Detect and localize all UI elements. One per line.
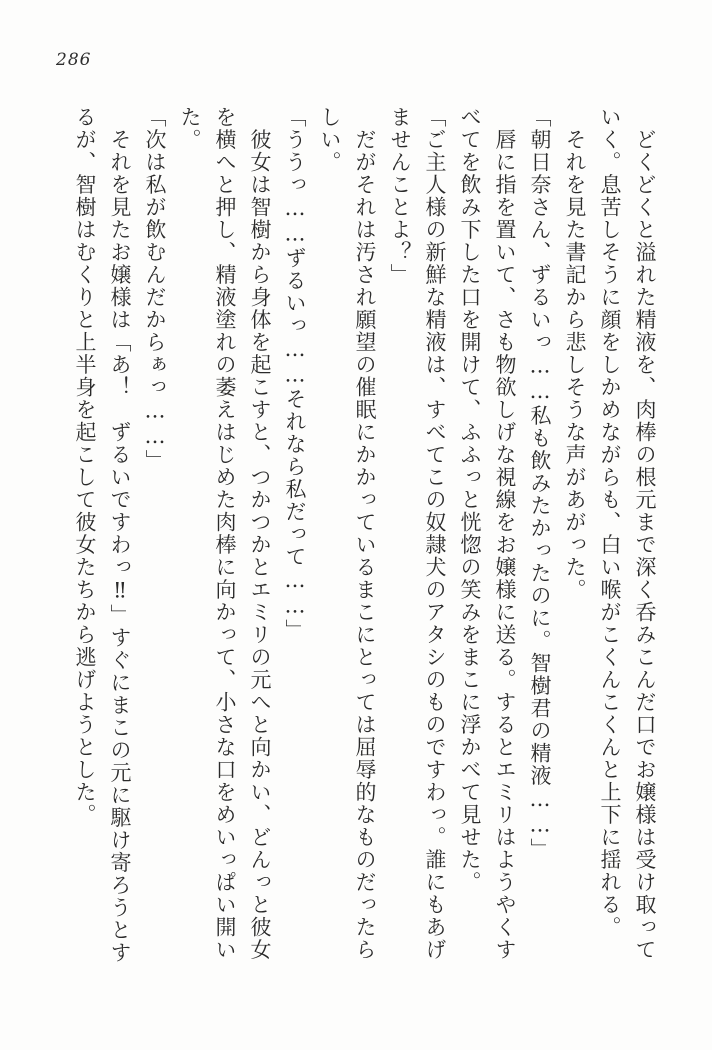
- text-column: 「次は私が飲むんだからぁっ……」: [143, 106, 167, 472]
- text-column: 「ご主人様の新鮮な精液は、すべてこの奴隷犬のアタシのものですわっ。誰にもあげ: [423, 106, 447, 961]
- text-column: それを見た書記から悲しそうな声があがった。: [563, 106, 587, 601]
- text-column: 「朝日奈さん、ずるいっ……私も飲みたかったのに。智樹君の精液……」: [528, 106, 552, 861]
- text-column: しい。: [318, 106, 342, 174]
- text-column: 唇に指を置いて、さも物欲しげな視線をお嬢様に送る。するとエミリはようやくす: [493, 106, 517, 961]
- text-column: 「ううっ……ずるいっ……それなら私だって……」: [283, 106, 307, 642]
- text-column: るが、智樹はむくりと上半身を起こして彼女たちから逃げようとした。: [73, 106, 97, 826]
- text-column: いく。息苦しそうに顔をしかめながらも、白い喉がこくんこくんと上下に揺れる。: [598, 106, 622, 939]
- text-column: べてを飲み下した口を開けて、ふふっと恍惚の笑みをまこに浮かべて見せた。: [458, 106, 482, 894]
- text-column: ませんことよ？」: [388, 106, 412, 286]
- text-column: を横へと押し、精液塗れの萎えはじめた肉棒に向かって、小さな口をめいっぱい開い: [213, 106, 237, 961]
- page-number: 286: [56, 50, 92, 70]
- text-column: だがそれは汚され願望の催眠にかかっているまこにとっては屈辱的なものだったら: [353, 106, 377, 961]
- text-column: た。: [178, 106, 202, 151]
- text-column: それを見たお嬢様は「あ！ ずるいですわっ‼」すぐにまこの元に駆け寄ろうとす: [108, 106, 132, 964]
- body-text-block: [67, 106, 662, 968]
- text-column: どくどくと溢れた精液を、肉棒の根元まで深く呑みこんだ口でお嬢様は受け取って: [633, 106, 657, 961]
- text-column: 彼女は智樹から身体を起こすと、つかつかとエミリの元へと向かい、どんっと彼女: [248, 106, 272, 961]
